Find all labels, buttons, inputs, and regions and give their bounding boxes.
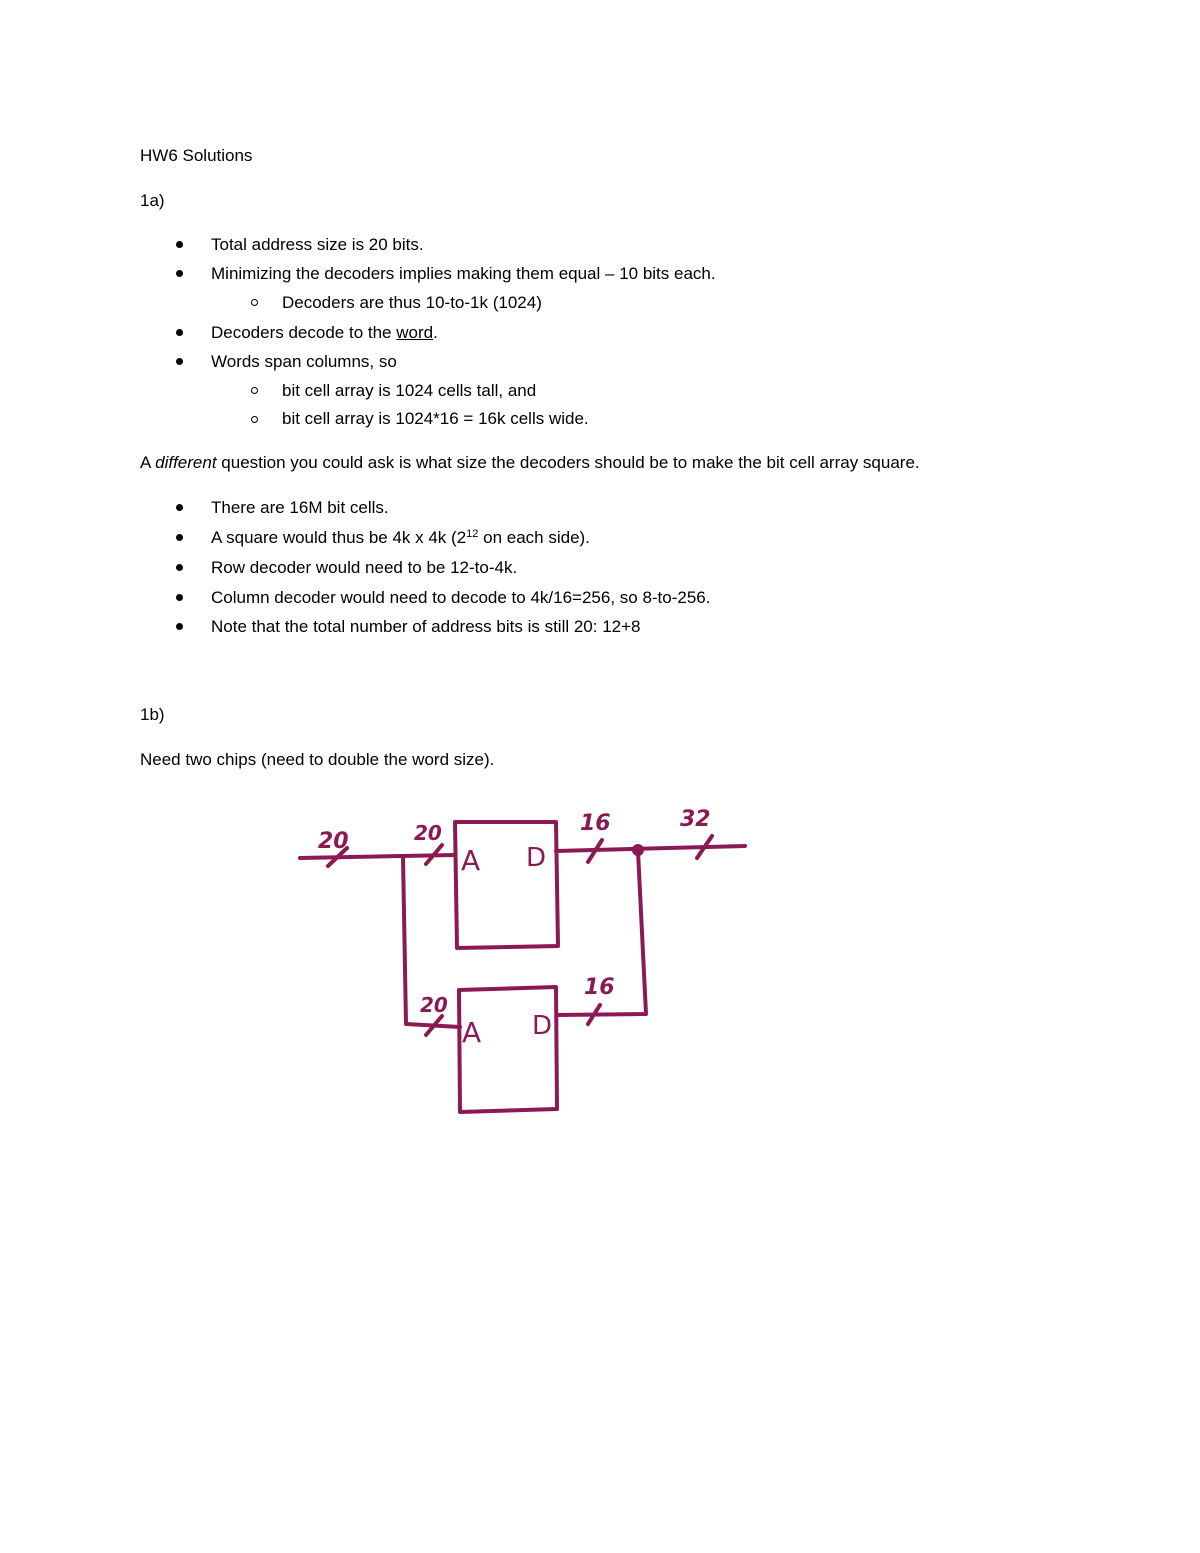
sub-list-item: bit cell array is 1024*16 = 16k cells wide. xyxy=(282,409,589,428)
para-emphasis: different xyxy=(155,453,217,472)
list-item: Total address size is 20 bits. xyxy=(211,235,424,254)
chip1-addr-port: A xyxy=(461,844,481,877)
bullet-icon xyxy=(176,534,183,541)
sub-bullet-icon xyxy=(251,387,258,394)
junction-dot xyxy=(632,844,644,856)
decode-prefix: Decoders decode to the xyxy=(211,323,397,342)
data-bus-output xyxy=(556,846,745,851)
list-item: There are 16M bit cells. xyxy=(211,498,389,517)
bullet-icon xyxy=(176,623,183,630)
bullet-icon xyxy=(176,504,183,511)
chip2-addr-port: A xyxy=(462,1016,482,1049)
list-item: Minimizing the decoders implies making them equal – 10 bits each. xyxy=(211,264,716,283)
sub-bullet-icon xyxy=(251,299,258,306)
label-chip1-addr-width: 20 xyxy=(414,821,442,845)
bullet-icon xyxy=(176,358,183,365)
chip2-data-port: D xyxy=(532,1011,553,1041)
square-suffix: on each side). xyxy=(478,528,590,547)
decode-suffix: . xyxy=(433,323,438,342)
label-chip2-addr-width: 20 xyxy=(420,993,448,1017)
square-exponent: 12 xyxy=(466,528,479,540)
sub-list-item: Decoders are thus 10-to-1k (1024) xyxy=(282,293,542,312)
bullet-icon xyxy=(176,329,183,336)
list-item: Note that the total number of address bits is still 20: 12+8 xyxy=(211,617,641,636)
chip-2-box xyxy=(459,987,557,1112)
label-chip1-data-width: 16 xyxy=(580,811,611,836)
section-1a-heading: 1a) xyxy=(140,191,165,210)
chip1-data-port: D xyxy=(526,843,547,873)
list-item-square xyxy=(211,527,590,549)
list-item: Row decoder would need to be 12-to-4k. xyxy=(211,558,518,577)
bullet-icon xyxy=(176,564,183,571)
section-1b-text: Need two chips (need to double the word size). xyxy=(140,750,495,769)
bullet-icon xyxy=(176,241,183,248)
memory-expansion-diagram xyxy=(0,780,1200,1140)
label-input-width: 20 xyxy=(318,829,349,854)
document-title: HW6 Solutions xyxy=(140,146,253,165)
decode-word: word xyxy=(396,323,434,342)
label-chip2-data-width: 16 xyxy=(584,975,615,1000)
list-item-decode xyxy=(211,322,438,344)
sub-list-item: bit cell array is 1024 cells tall, and xyxy=(282,381,537,400)
para-prefix: A xyxy=(140,453,156,472)
list-item: Words span columns, so xyxy=(211,352,397,371)
square-prefix: A square would thus be 4k x 4k (2 xyxy=(211,528,467,547)
paragraph-different xyxy=(140,452,920,474)
para-suffix: question you could ask is what size the decoders should be to make the bit cell array square. xyxy=(216,453,920,472)
bullet-icon xyxy=(176,270,183,277)
chip-1-box xyxy=(455,822,558,948)
label-output-width: 32 xyxy=(680,807,711,832)
sub-bullet-icon xyxy=(251,416,258,423)
list-item: Column decoder would need to decode to 4k/16=256, so 8-to-256. xyxy=(211,588,711,607)
bullet-icon xyxy=(176,594,183,601)
section-1b-heading: 1b) xyxy=(140,705,165,724)
